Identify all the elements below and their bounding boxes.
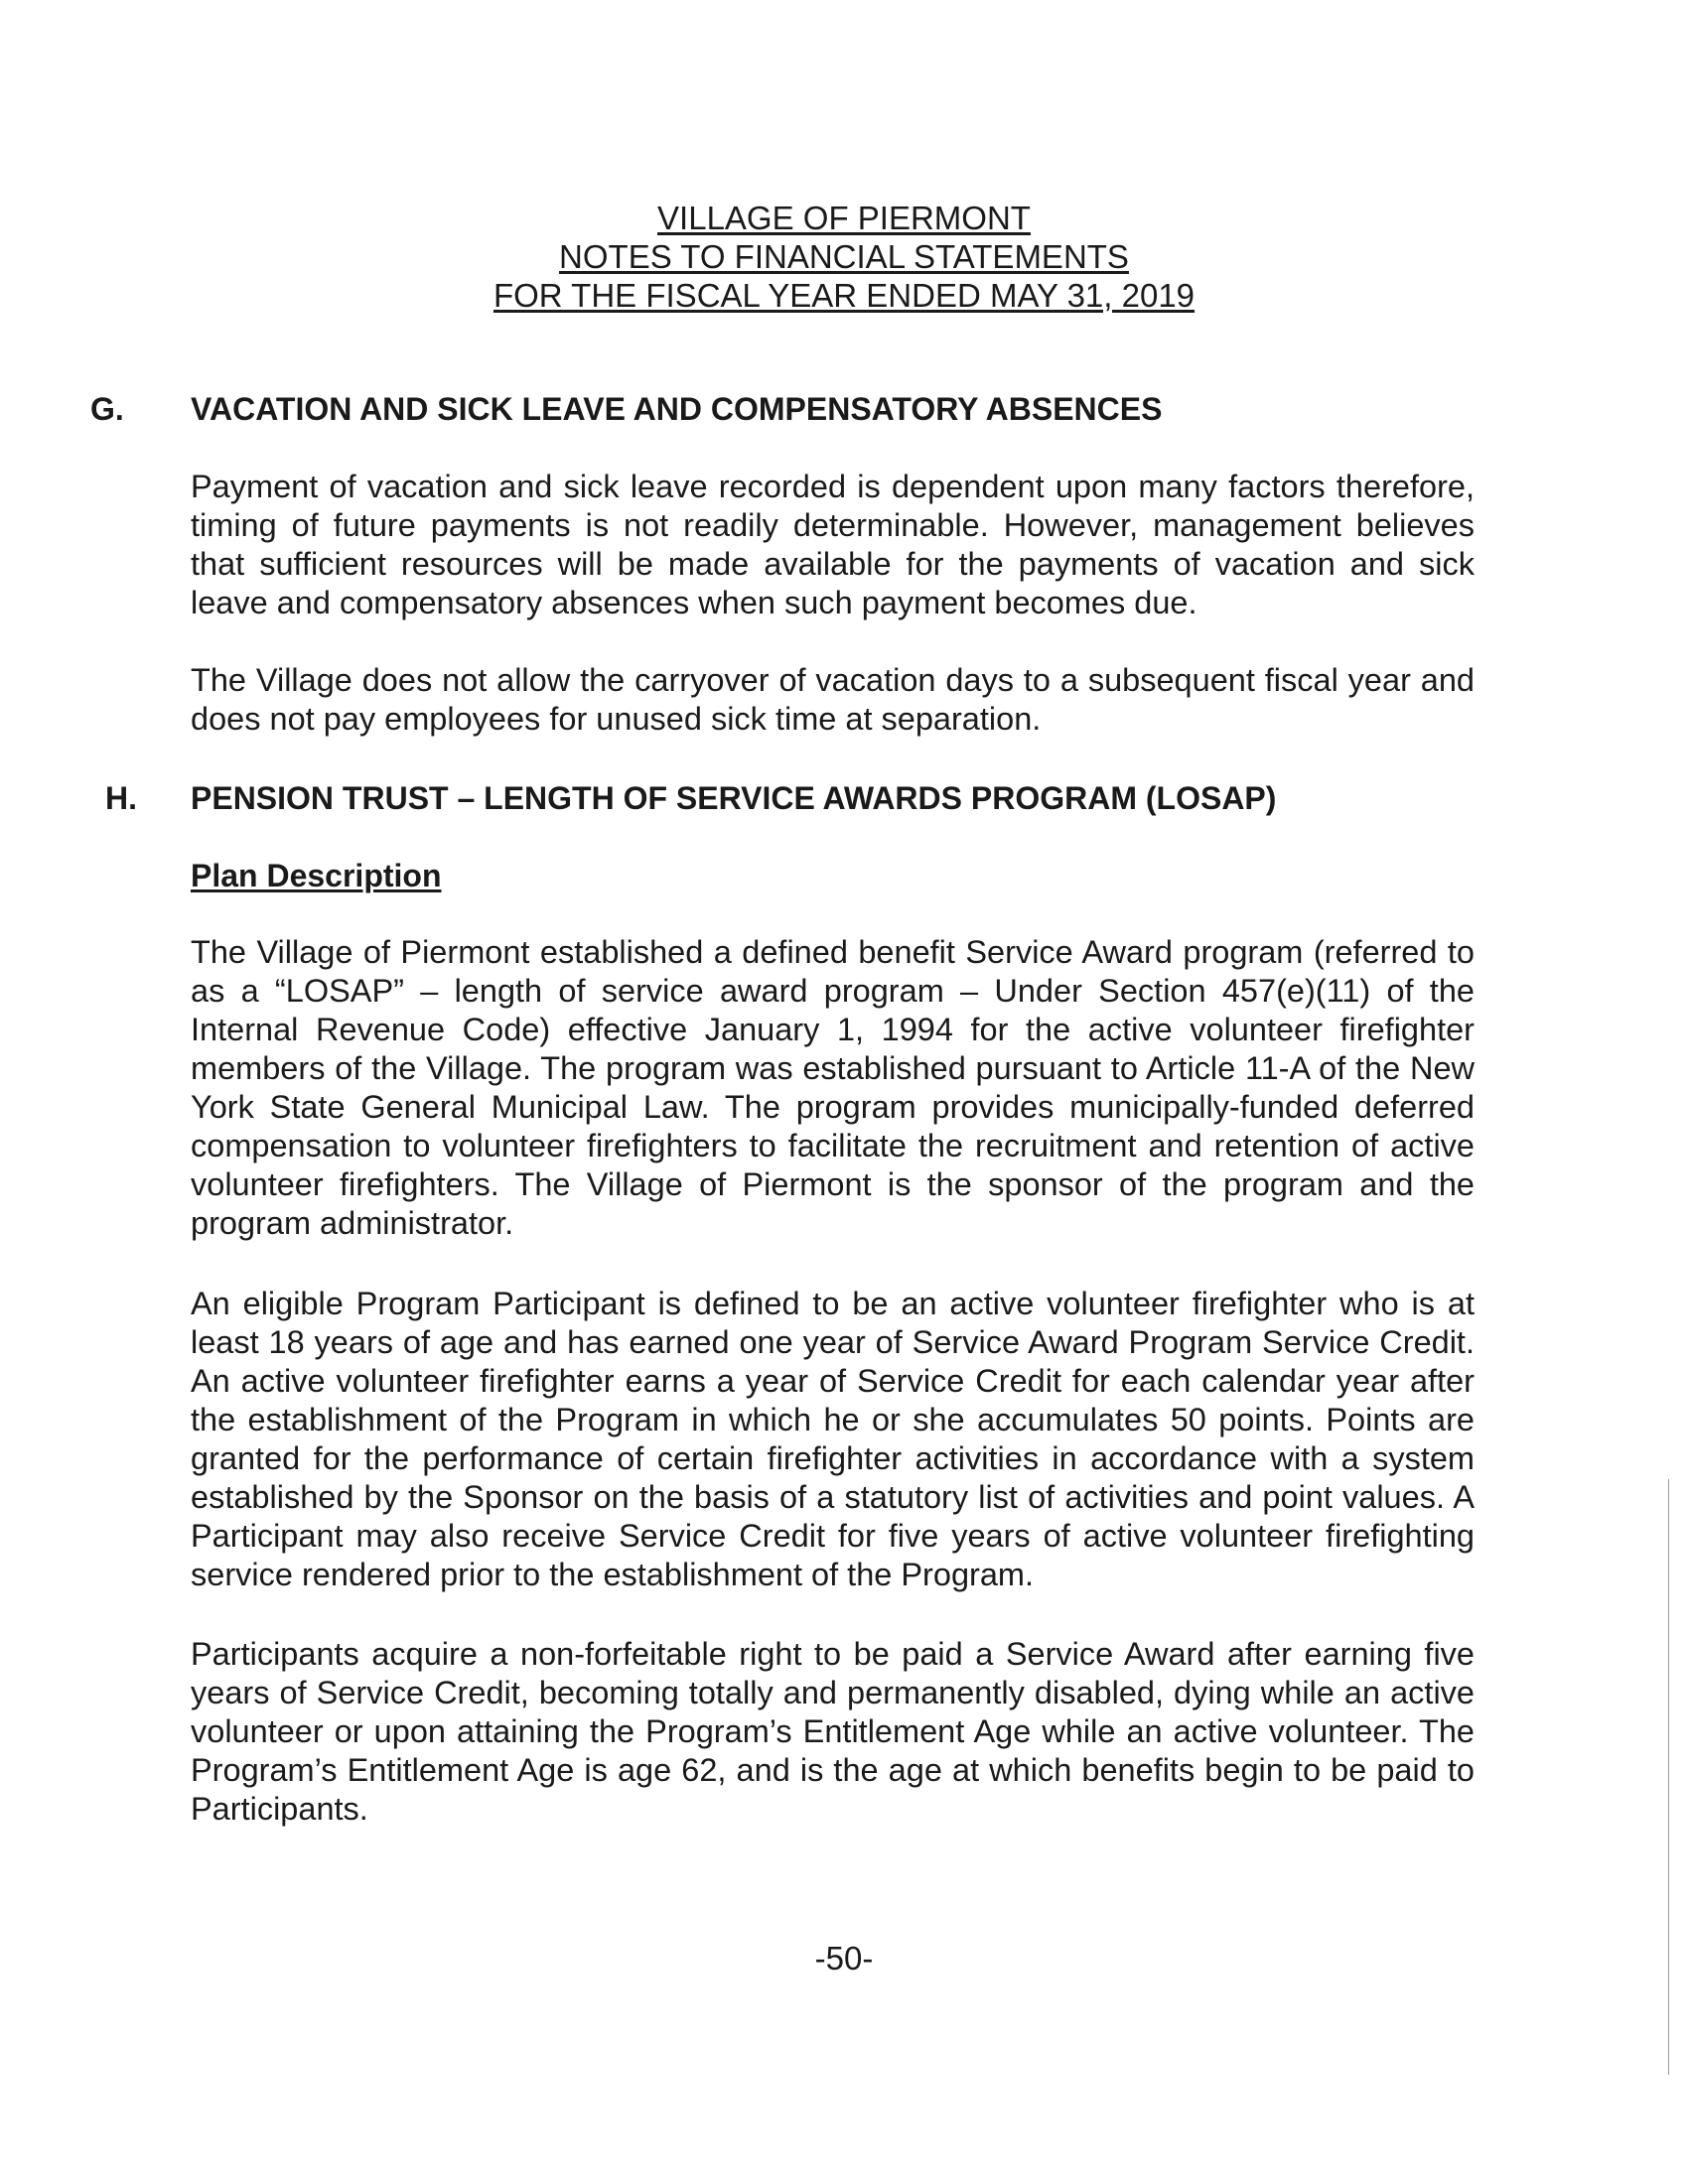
page-number: -50- xyxy=(814,1940,874,1977)
section-h-title: PENSION TRUST – LENGTH OF SERVICE AWARDS PROGRAM (LOSAP) xyxy=(191,780,1277,816)
section-g-letter: G. xyxy=(90,391,124,427)
margin-rule xyxy=(1668,1479,1669,2075)
header-document-title: NOTES TO FINANCIAL STATEMENTS xyxy=(559,238,1129,275)
section-h-paragraph-1: The Village of Piermont established a defined benefit Service Award program (referred to as a “LOSAP” – length of service award program – Under Section 457(e)(11) of the Internal Revenue Code) effective January 1, 1994 for the active volunteer firefighter members of the Village. The program was established pursuant to Article 11-A of the New York State General Municipal Law. The program provides municipally-funded deferred compensation to volunteer firefighters to facilitate the recruitment and retention of active volunteer firefighters. The Village of Piermont is the sponsor of the program and the program administrator. xyxy=(191,934,1475,1241)
plan-description-heading: Plan Description xyxy=(191,858,442,893)
section-h-letter: H. xyxy=(105,780,137,816)
document-header xyxy=(0,199,1688,315)
section-h-paragraph-2: An eligible Program Participant is defined to be an active volunteer firefighter who is at least 18 years of age and has earned one year of Service Award Program Service Credit. An active volunteer firefighter earns a year of Service Credit for each calendar year after the establishment of the Program in which he or she accumulates 50 points. Points are granted for the performance of certain firefighter activities in accordance with a system established by the Sponsor on the basis of a statutory list of activities and point values. A Participant may also receive Service Credit for five years of active volunteer firefighting service rendered prior to the establishment of the Program. xyxy=(191,1286,1475,1592)
section-g-paragraph-2: The Village does not allow the carryover of vacation days to a subsequent fiscal year and does not pay employees for unused sick time at separation. xyxy=(191,662,1475,737)
section-g-paragraph-1: Payment of vacation and sick leave recorded is dependent upon many factors therefore, timing of future payments is not readily determinable. However, management believes that sufficient resources will be made available for the payments of vacation and sick leave and compensatory absences when such payment becomes due. xyxy=(191,469,1475,620)
header-fiscal-period: FOR THE FISCAL YEAR ENDED MAY 31, 2019 xyxy=(492,277,1196,314)
section-g-title: VACATION AND SICK LEAVE AND COMPENSATORY ABSENCES xyxy=(191,391,1163,427)
section-h-paragraph-3: Participants acquire a non-forfeitable right to be paid a Service Award after earning five years of Service Credit, becoming totally and permanently disabled, dying while an active volunteer or upon attaining the Program’s Entitlement Age while an active volunteer. The Program’s Entitlement Age is age 62, and is the age at which benefits begin to be paid to Participants. xyxy=(191,1636,1475,1827)
header-entity-name: VILLAGE OF PIERMONT xyxy=(657,200,1031,236)
